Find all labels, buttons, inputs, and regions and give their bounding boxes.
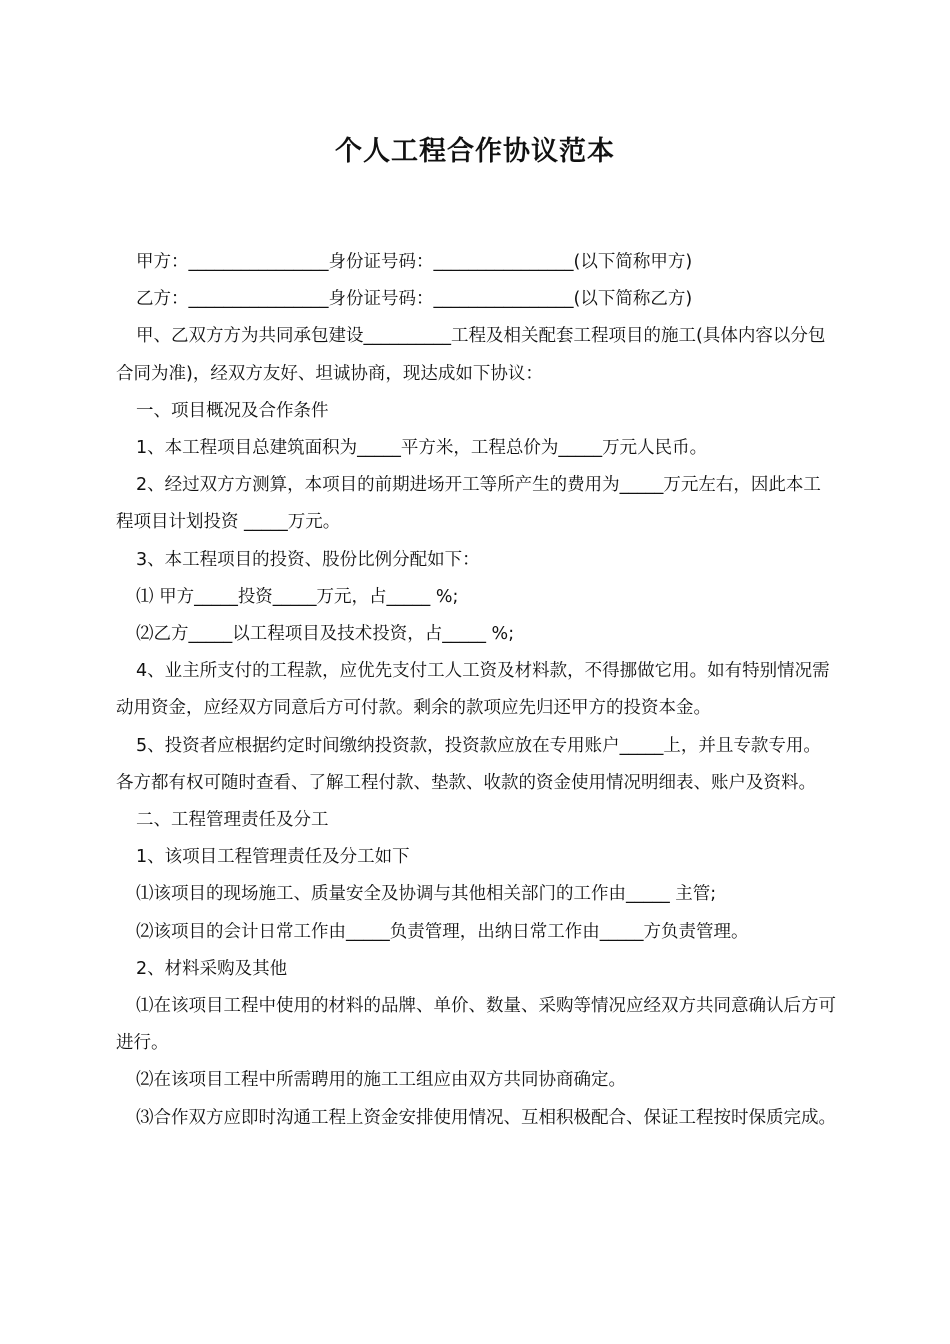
clause-2-1-a: ⑴该项目的现场施工、质量安全及协调与其他相关部门的工作由_____ 主管;: [136, 884, 717, 905]
clause-2-1: 1、该项目工程管理责任及分工如下: [136, 847, 410, 868]
clause-1-3-b: ⑵乙方_____以工程项目及技术投资，占_____ %;: [136, 624, 515, 645]
party-a-line: 甲方：________________身份证号码：________________(以下简称甲方): [136, 252, 693, 272]
preamble-paragraph: 甲、乙双方方为共同承包建设__________工程及相关配套工程项目的施工(具体内容以分包合同为准)，经双方友好、坦诚协商，现达成如下协议：: [116, 326, 826, 384]
section-heading-2: 二、工程管理责任及分工: [136, 810, 329, 831]
clause-2-2-a: ⑴在该项目工程中使用的材料的品牌、单价、数量、采购等情况应经双方共同意确认后方可进行。: [116, 996, 836, 1054]
clause-2-1-b: ⑵该项目的会计日常工作由_____负责管理，出纳日常工作由_____方负责管理。: [136, 921, 749, 942]
clause-1-4: 4、业主所支付的工程款，应优先支付工人工资及材料款，不得挪做它用。如有特别情况需动用资金，应经双方同意后方可付款。剩余的款项应先归还甲方的投资本金。: [116, 661, 830, 719]
clause-2-2-c: ⑶合作双方应即时沟通工程上资金安排使用情况、互相积极配合、保证工程按时保质完成。: [136, 1107, 836, 1128]
clause-1-3-a: ⑴ 甲方_____投资_____万元，占_____ %;: [136, 586, 459, 607]
document-title: 个人工程合作协议范本: [335, 136, 615, 167]
clause-1-3: 3、本工程项目的投资、股份比例分配如下：: [136, 549, 480, 570]
clause-2-2-b: ⑵在该项目工程中所需聘用的施工工组应由双方共同协商确定。: [136, 1070, 626, 1091]
clause-1-5: 5、投资者应根据约定时间缴纳投资款，投资款应放在专用账户_____上，并且专款专用。各方都有权可随时查看、了解工程付款、垫款、收款的资金使用情况明细表、账户及资料。: [116, 735, 821, 793]
clause-1-1: 1、本工程项目总建筑面积为_____平方米，工程总价为_____万元人民币。: [136, 438, 708, 459]
clause-2-2: 2、材料采购及其他: [136, 958, 288, 979]
document-body: [116, 244, 836, 1137]
section-heading-1: 一、项目概况及合作条件: [136, 400, 329, 421]
clause-1-2: 2、经过双方方测算，本项目的前期进场开工等所产生的费用为_____万元左右，因此本工程项目计划投资 _____万元。: [116, 475, 821, 533]
party-b-line: 乙方：________________身份证号码：________________(以下简称乙方): [136, 289, 693, 310]
